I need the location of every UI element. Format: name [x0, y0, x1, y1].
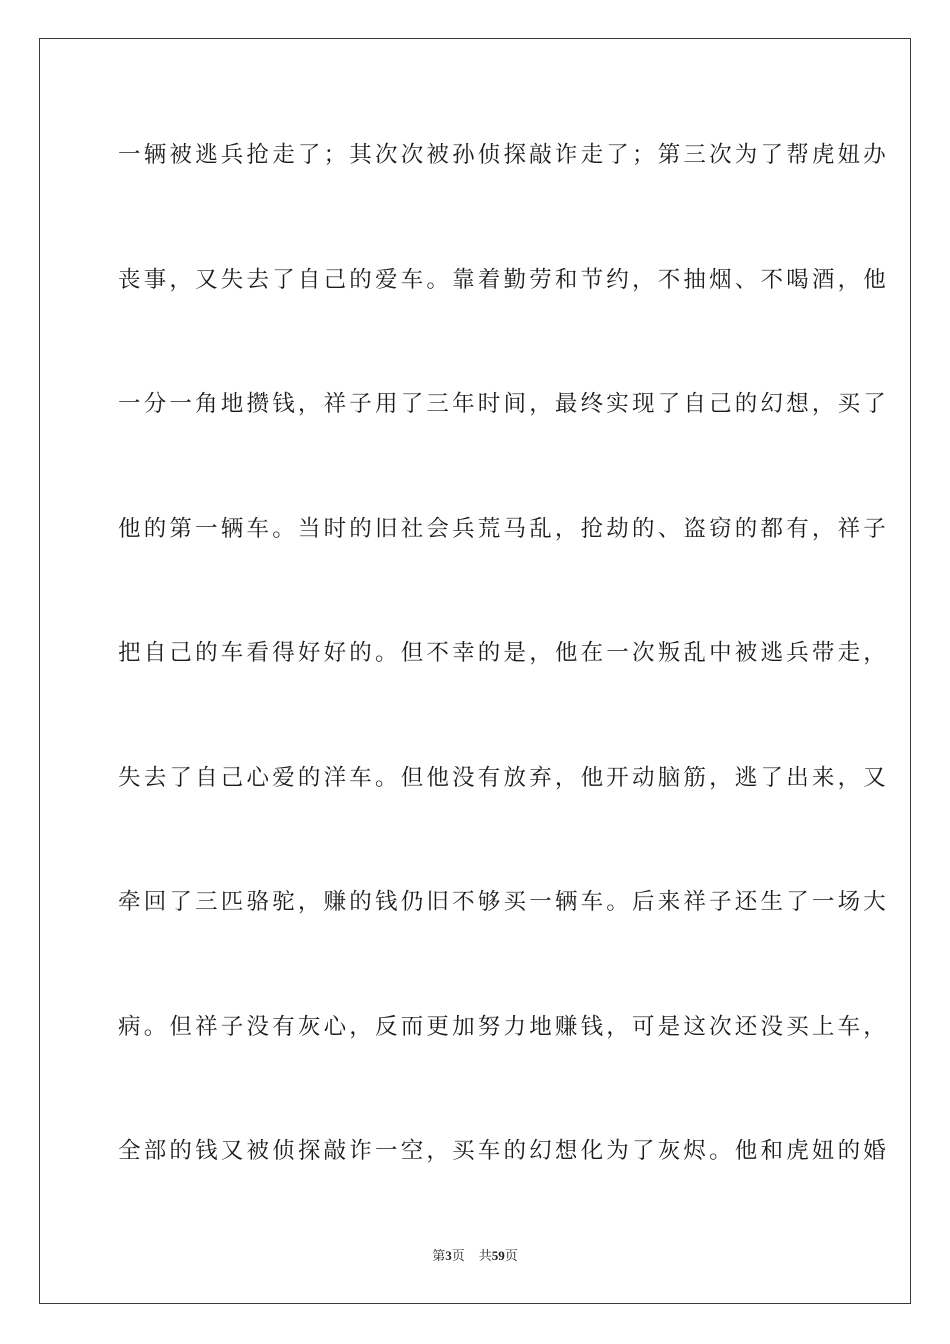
document-body [118, 124, 890, 1245]
page-suffix: 页 [451, 1249, 465, 1264]
text-line: 全部的钱又被侦探敲诈一空，买车的幻想化为了灰烬。他和虎妞的婚 [118, 1138, 890, 1164]
page-footer [0, 1248, 950, 1265]
text-line: 丧事，又失去了自己的爱车。靠着勤劳和节约，不抽烟、不喝酒，他 [118, 266, 890, 293]
total-prefix: 共 [478, 1249, 492, 1264]
text-line: 他的第一辆车。当时的旧社会兵荒马乱，抢劫的、盗窃的都有，祥子 [118, 515, 890, 542]
page-prefix: 第 [432, 1249, 446, 1264]
total-pages: 59 [491, 1248, 505, 1263]
text-line: 牵回了三匹骆驼，赚的钱仍旧不够买一辆车。后来祥子还生了一场大 [118, 889, 890, 915]
text-line: 病。但祥子没有灰心，反而更加努力地赚钱，可是这次还没买上车， [118, 1013, 890, 1040]
text-line: 一辆被逃兵抢走了；其次次被孙侦探敲诈走了；第三次为了帮虎妞办 [118, 142, 890, 168]
text-line: 一分一角地攒钱，祥子用了三年时间，最终实现了自己的幻想，买了 [118, 391, 890, 417]
page-number: 3 [445, 1248, 452, 1263]
text-line: 把自己的车看得好好的。但不幸的是，他在一次叛乱中被逃兵带走， [118, 640, 890, 666]
text-line: 失去了自己心爱的洋车。但他没有放弃，他开动脑筋，逃了出来，又 [118, 764, 890, 791]
total-suffix: 页 [504, 1249, 518, 1264]
